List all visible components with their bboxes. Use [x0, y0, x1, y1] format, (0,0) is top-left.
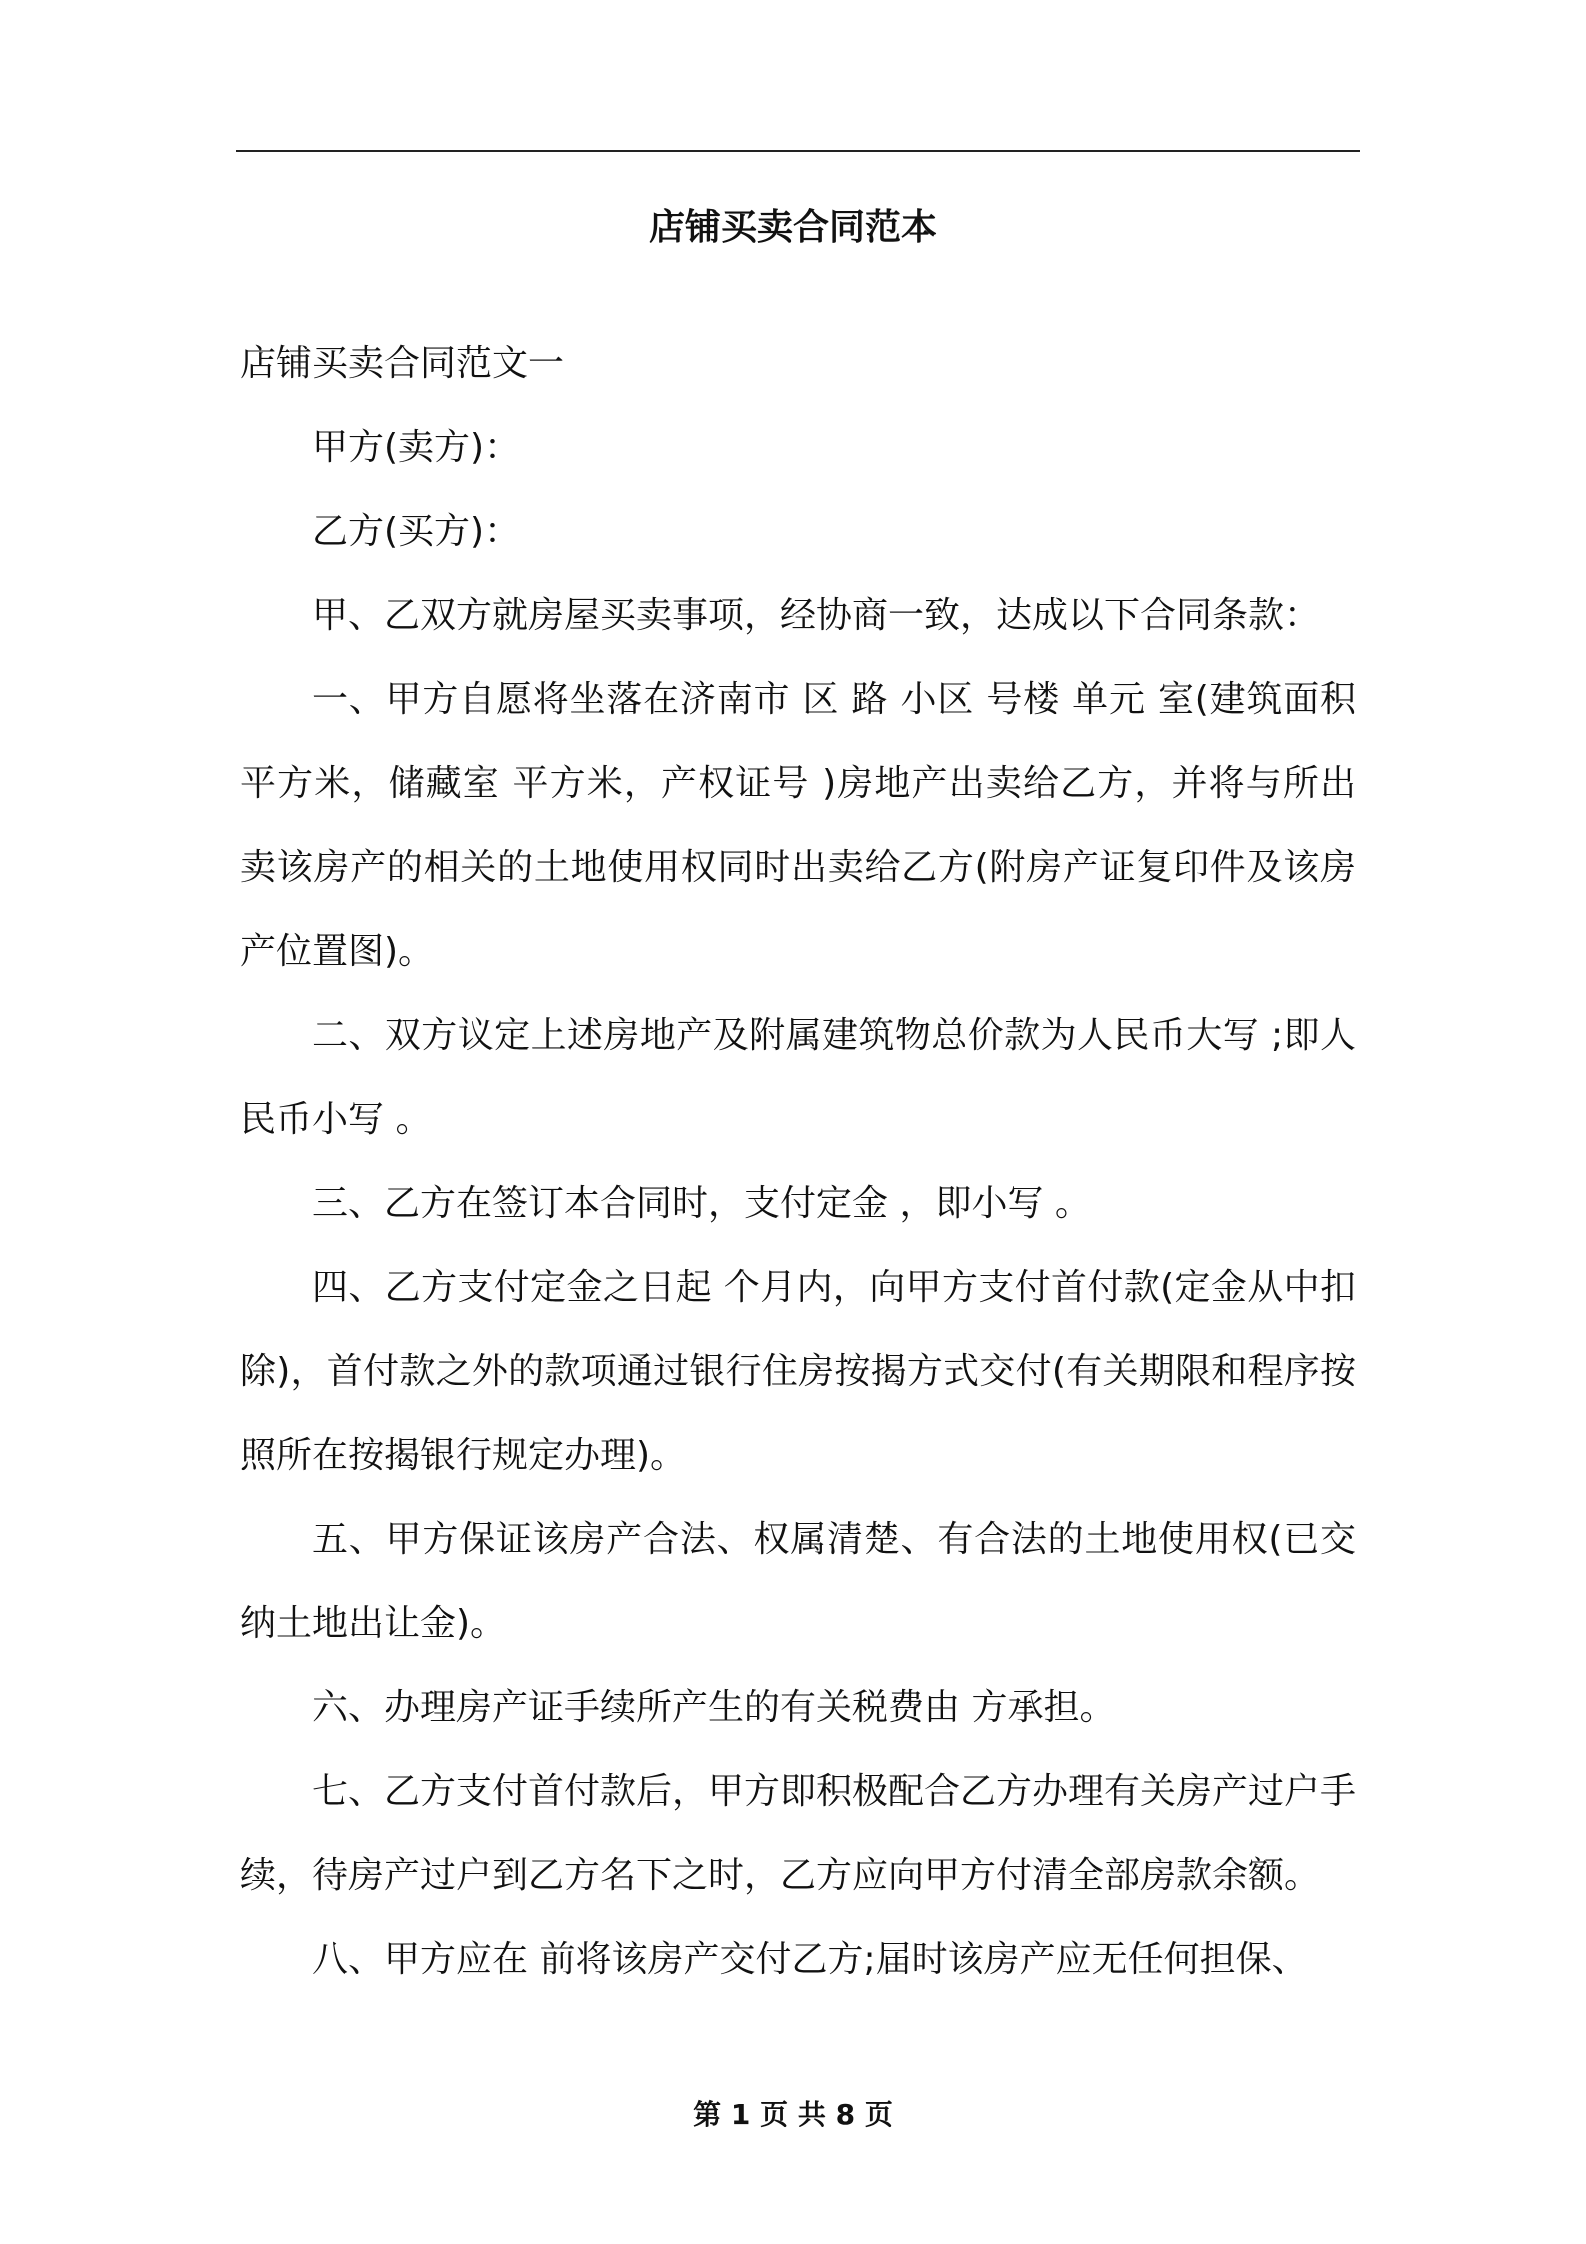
paragraph: 乙方(买方)： [312, 511, 521, 552]
paragraph: 二、双方议定上述房地产及附属建筑物总价款为人民币大写 ;即人民币小写 。 [240, 1015, 1356, 1140]
paragraph: 七、乙方支付首付款后，甲方即积极配合乙方办理有关房产过户手续，待房产过户到乙方名下之时，乙方应向甲方付清全部房款余额。 [240, 1771, 1357, 1896]
paragraph: 六、办理房产证手续所产生的有关税费由 方承担。 [312, 1687, 1116, 1728]
document-body [240, 322, 1356, 2002]
paragraph: 五、甲方保证该房产合法、权属清楚、有合法的土地使用权(已交纳土地出让金)。 [240, 1519, 1356, 1644]
paragraph: 八、甲方应在 前将该房产交付乙方;届时该房产应无任何担保、 [312, 1939, 1308, 1980]
paragraph: 店铺买卖合同范文一 [240, 343, 565, 384]
paragraph: 三、乙方在签订本合同时，支付定金 ，即小写 。 [312, 1183, 1091, 1224]
page-title: 店铺买卖合同范本 [648, 207, 937, 248]
page-number-footer: 第 1 页 共 8 页 [693, 2098, 893, 2131]
paragraph: 甲、乙双方就房屋买卖事项，经协商一致，达成以下合同条款： [312, 595, 1321, 636]
paragraph: 四、乙方支付定金之日起 个月内，向甲方支付首付款(定金从中扣除)，首付款之外的款项通过银行住房按揭方式交付(有关期限和程序按照所在按揭银行规定办理)。 [240, 1267, 1356, 1476]
paragraph: 甲方(卖方)： [312, 427, 521, 468]
header-rule [236, 150, 1360, 152]
paragraph: 一、甲方自愿将坐落在济南市 区 路 小区 号楼 单元 室(建筑面积 平方米，储藏室 平方米，产权证号 )房地产出卖给乙方，并将与所出卖该房产的相关的土地使用权同时出卖给乙方(附房产证复印件及该房产位置图)。 [240, 679, 1356, 972]
